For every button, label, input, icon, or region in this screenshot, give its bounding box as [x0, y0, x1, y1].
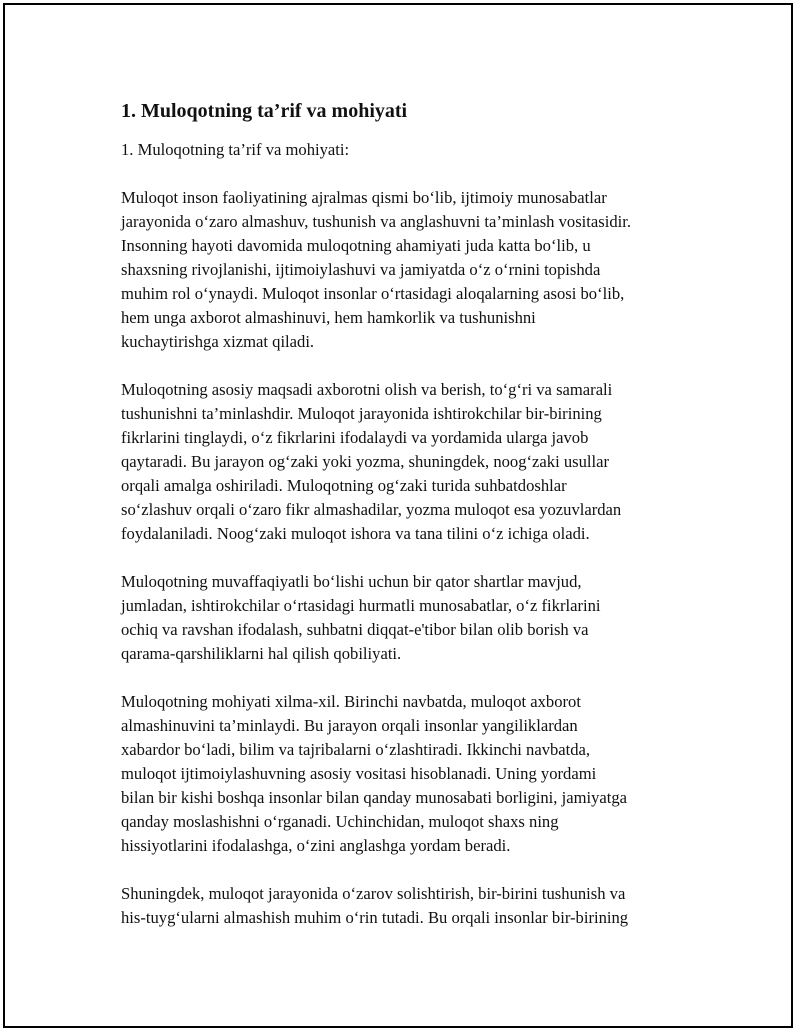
text-line: muhim rol o‘ynaydi. Muloqot insonlar o‘rtasidagi aloqalarning asosi bo‘lib,	[121, 284, 625, 303]
text-line: his-tuyg‘ularni almashish muhim o‘rin tutadi. Bu orqali insonlar bir-birining	[121, 908, 629, 927]
page-title: 1. Muloqotning ta’rif va mohiyati	[121, 100, 408, 122]
text-line: hissiyotlarini ifodalashga, o‘zini anglashga yordam beradi.	[121, 836, 511, 855]
paragraph-3	[121, 570, 701, 666]
text-line: qaytaradi. Bu jarayon og‘zaki yoki yozma, shuningdek, noog‘zaki usullar	[121, 452, 610, 471]
text-line: so‘zlashuv orqali o‘zaro fikr almashadilar, yozma muloqot esa yozuvlardan	[121, 500, 622, 519]
text-line: ochiq va ravshan ifodalash, suhbatni diqqat-e'tibor bilan olib borish va	[121, 620, 589, 639]
text-line: Muloqotning muvaffaqiyatli bo‘lishi uchun bir qator shartlar mavjud,	[121, 572, 582, 591]
text-line: Muloqotning mohiyati xilma-xil. Birinchi navbatda, muloqot axborot	[121, 692, 581, 711]
text-line: foydalaniladi. Noog‘zaki muloqot ishora va tana tilini o‘z ichiga oladi.	[121, 524, 590, 543]
text-line: Muloqot inson faoliyatining ajralmas qismi bo‘lib, ijtimoiy munosabatlar	[121, 188, 607, 207]
text-line: Shuningdek, muloqot jarayonida o‘zarov solishtirish, bir-birini tushunish va	[121, 884, 626, 903]
text-line: shaxsning rivojlanishi, ijtimoiylashuvi va jamiyatda o‘z o‘rnini topishda	[121, 260, 601, 279]
section-subtitle: 1. Muloqotning ta’rif va mohiyati:	[121, 140, 350, 159]
paragraph-5	[121, 882, 701, 930]
text-line: jarayonida o‘zaro almashuv, tushunish va anglashuvni ta’minlash vositasidir.	[121, 212, 631, 231]
paragraph-4	[121, 690, 701, 858]
text-line: bilan bir kishi boshqa insonlar bilan qanday munosabati borligini, jamiyatga	[121, 788, 628, 807]
paragraph-1	[121, 186, 701, 354]
text-line: qanday moslashishni o‘rganadi. Uchinchidan, muloqot shaxs ning	[121, 812, 559, 831]
text-line: Insonning hayoti davomida muloqotning ahamiyati juda katta bo‘lib, u	[121, 236, 591, 255]
document-body	[121, 97, 701, 930]
page-frame	[3, 3, 793, 1028]
text-line: tushunishni ta’minlashdir. Muloqot jarayonida ishtirokchilar bir-birining	[121, 404, 602, 423]
text-line: almashinuvini ta’minlaydi. Bu jarayon orqali insonlar yangiliklardan	[121, 716, 578, 735]
text-line: fikrlarini tinglaydi, o‘z fikrlarini ifodalaydi va yordamida ularga javob	[121, 428, 589, 447]
text-line: kuchaytirishga xizmat qiladi.	[121, 332, 315, 351]
paragraph-2	[121, 378, 701, 546]
text-line: orqali amalga oshiriladi. Muloqotning og‘zaki turida suhbatdoshlar	[121, 476, 567, 495]
text-line: Muloqotning asosiy maqsadi axborotni olish va berish, to‘g‘ri va samarali	[121, 380, 613, 399]
text-line: hem unga axborot almashinuvi, hem hamkorlik va tushunishni	[121, 308, 536, 327]
text-line: jumladan, ishtirokchilar o‘rtasidagi hurmatli munosabatlar, o‘z fikrlarini	[121, 596, 601, 615]
text-line: muloqot ijtimoiylashuvning asosiy vositasi hisoblanadi. Uning yordami	[121, 764, 597, 783]
text-line: qarama-qarshiliklarni hal qilish qobiliyati.	[121, 644, 402, 663]
text-line: xabardor bo‘ladi, bilim va tajribalarni o‘zlashtiradi. Ikkinchi navbatda,	[121, 740, 591, 759]
